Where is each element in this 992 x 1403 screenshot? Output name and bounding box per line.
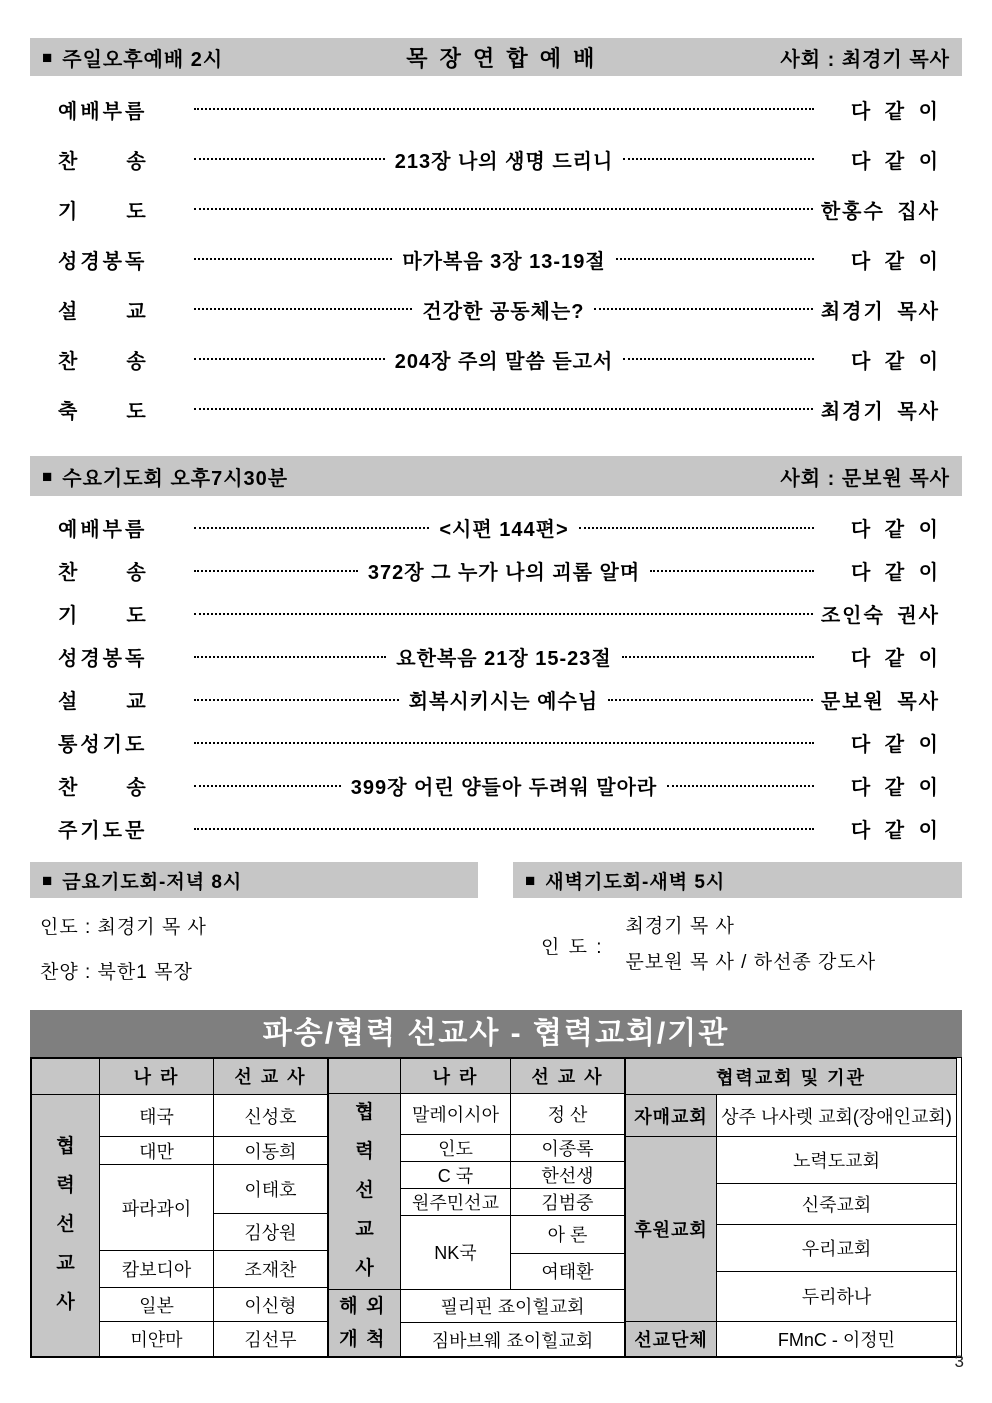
order-item-person: 다 같 이 <box>850 150 941 173</box>
missionary-cell: 한선생 <box>511 1162 625 1189</box>
dotted-leader <box>194 258 392 260</box>
missionary-cell: 신성호 <box>214 1094 328 1136</box>
missionary-cell: 조재찬 <box>214 1251 328 1288</box>
order-item-person: 다 같 이 <box>850 519 940 541</box>
order-item-person: 다 같 이 <box>850 777 940 799</box>
order-item-person: 다 같 이 <box>850 562 941 584</box>
order-of-worship-row <box>30 549 962 592</box>
order-item-label: 성경봉독 <box>58 250 148 273</box>
dotted-leader <box>608 699 813 701</box>
order-of-worship-row <box>30 635 962 678</box>
col-header-country: 나 라 <box>100 1059 214 1095</box>
order-item-content: 213장 나의 생명 드리니 <box>394 150 614 173</box>
order-of-worship-row <box>30 134 962 184</box>
missionary-cell: 이신형 <box>214 1288 328 1322</box>
dotted-leader <box>194 570 358 572</box>
section-bullet-icon: ■ <box>42 870 53 890</box>
col-header-country: 나 라 <box>401 1059 511 1094</box>
dawn-prayer-title: 새벽기도회-새벽 5시 <box>545 871 726 893</box>
group-label-cell: 해외 개척 <box>329 1289 401 1357</box>
order-item-person: 다 같 이 <box>850 250 940 273</box>
category-cell: 후원교회 <box>626 1137 717 1322</box>
dawn-prayer-block <box>513 862 962 984</box>
sunday-service-center-title: 목 장 연 합 예 배 <box>406 45 598 71</box>
partner-cell: 두리하나 <box>717 1271 957 1322</box>
country-cell: 원주민선교 <box>401 1189 511 1216</box>
category-cell: 자매교회 <box>626 1095 717 1137</box>
dotted-leader <box>194 108 814 110</box>
wednesday-service-header-bar <box>30 456 962 496</box>
order-item-label: 찬 송 <box>58 150 149 173</box>
friday-prayer-block <box>30 862 478 984</box>
friday-dawn-section <box>30 862 962 984</box>
order-item-label: 찬 송 <box>58 350 149 373</box>
missionary-cell: 정 산 <box>511 1094 625 1135</box>
col-header-missionary: 선 교 사 <box>511 1059 625 1094</box>
order-of-worship-row <box>30 592 962 635</box>
order-item-label: 예배부름 <box>58 100 148 123</box>
country-cell: 인도 <box>401 1135 511 1162</box>
planting-church-cell: 짐바브웨 죠이힐교회 <box>401 1322 625 1356</box>
section-bullet-icon: ■ <box>42 47 53 67</box>
dotted-leader <box>194 158 385 160</box>
mission-section <box>30 1010 962 1358</box>
dotted-leader <box>194 656 386 658</box>
country-cell: NK국 <box>401 1216 511 1290</box>
dotted-leader <box>594 308 812 310</box>
dawn-prayer-header-bar <box>513 862 962 898</box>
missionary-cell: 아 론 <box>511 1216 625 1254</box>
sunday-service-header-bar <box>30 38 962 76</box>
group-label-cell: 협력선교사 <box>329 1094 401 1290</box>
order-item-content: 건강한 공동체는? <box>422 300 585 323</box>
dawn-leader-line: 문보원 목 사 / 하선종 강도사 <box>625 952 877 973</box>
dotted-leader <box>622 656 814 658</box>
order-of-worship-row <box>30 334 962 384</box>
dotted-leader <box>667 785 814 787</box>
order-item-person: 최경기 목사 <box>820 300 940 323</box>
order-item-person: 조인숙 권사 <box>820 605 940 627</box>
country-cell: 파라과이 <box>100 1164 214 1250</box>
partner-cell: 신죽교회 <box>717 1183 957 1224</box>
order-item-content: 요한복음 21장 15-23절 <box>396 648 612 670</box>
friday-prayer-header-bar <box>30 862 478 898</box>
sunday-service-title: 주일오후예배 2시 <box>62 48 224 71</box>
dotted-leader <box>194 358 385 360</box>
order-item-content: 372장 그 누가 나의 괴롬 알며 <box>367 562 641 584</box>
mission-table-right <box>625 1058 957 1357</box>
category-cell: 선교단체 <box>626 1322 717 1357</box>
country-cell: C 국 <box>401 1162 511 1189</box>
order-item-label: 설 교 <box>58 300 149 323</box>
partner-cell: 우리교회 <box>717 1225 957 1271</box>
order-item-person: 최경기 목사 <box>820 400 940 423</box>
dotted-leader <box>650 570 814 572</box>
missionary-cell: 이종록 <box>511 1135 625 1162</box>
order-item-label: 통성기도 <box>58 734 148 756</box>
mission-table-title: 파송/협력 선교사 - 협력교회/기관 <box>30 1010 962 1057</box>
order-item-label: 주기도문 <box>58 820 148 842</box>
dawn-leader-line: 최경기 목 사 <box>625 916 735 937</box>
country-cell: 태국 <box>100 1094 214 1136</box>
order-item-person: 다 같 이 <box>850 350 941 373</box>
section-bullet-icon: ■ <box>42 466 53 486</box>
order-item-content: 399장 어린 양들아 두려워 말아라 <box>350 777 658 799</box>
dotted-leader <box>194 613 813 615</box>
wednesday-order-of-worship <box>30 496 962 850</box>
partner-cell: 상주 나사렛 교회(장애인교회) <box>717 1095 957 1137</box>
order-of-worship-row <box>30 678 962 721</box>
order-of-worship-row <box>30 807 962 850</box>
group-label-cell: 협력선교사 <box>32 1094 100 1356</box>
order-item-content: 회복시키시는 예수님 <box>408 691 599 713</box>
order-item-label: 찬 송 <box>58 562 149 584</box>
order-item-content: 204장 주의 말씀 듣고서 <box>394 350 614 373</box>
mission-table <box>30 1057 962 1358</box>
order-item-label: 축 도 <box>58 400 149 423</box>
dawn-leader-names <box>626 912 877 978</box>
order-item-person: 다 같 이 <box>850 734 940 756</box>
planting-church-cell: 필리핀 죠이힐교회 <box>401 1289 625 1322</box>
dotted-leader <box>194 699 399 701</box>
missionary-cell: 김상원 <box>214 1214 328 1251</box>
partner-cell: FMnC - 이정민 <box>717 1322 957 1357</box>
wednesday-service-moderator: 사회 : 문보원 목사 <box>780 467 950 490</box>
missionary-cell: 김선무 <box>214 1322 328 1357</box>
col-header-partner: 협력교회 및 기관 <box>626 1059 957 1095</box>
dotted-leader <box>194 828 814 830</box>
order-item-person: 문보원 목사 <box>820 691 941 713</box>
friday-prayer-title: 금요기도회-저녁 8시 <box>62 871 243 893</box>
country-cell: 일본 <box>100 1288 214 1322</box>
section-bullet-icon: ■ <box>525 870 536 890</box>
order-item-content: 마가복음 3장 13-19절 <box>402 250 606 273</box>
order-item-person: 다 같 이 <box>850 820 940 842</box>
dotted-leader <box>623 358 814 360</box>
dotted-leader <box>194 785 341 787</box>
corner-cell <box>32 1059 100 1095</box>
partner-cell: 노력도교회 <box>717 1137 957 1183</box>
dawn-leader-label: 인 도 : <box>541 936 604 958</box>
order-item-person: 다 같 이 <box>850 648 940 670</box>
country-cell: 미얀마 <box>100 1322 214 1357</box>
order-item-label: 성경봉독 <box>58 648 148 670</box>
dotted-leader <box>623 158 814 160</box>
dotted-leader <box>194 308 412 310</box>
country-cell: 캄보디아 <box>100 1251 214 1288</box>
order-of-worship-row <box>30 384 962 434</box>
country-cell: 대만 <box>100 1137 214 1165</box>
missionary-cell: 김범중 <box>511 1189 625 1216</box>
order-of-worship-row <box>30 284 962 334</box>
dotted-leader <box>194 408 813 410</box>
order-item-label: 설 교 <box>58 691 149 713</box>
order-item-person: 다 같 이 <box>850 100 940 123</box>
sunday-service-moderator: 사회 : 최경기 목사 <box>780 48 950 71</box>
dotted-leader <box>616 258 814 260</box>
corner-cell <box>329 1059 401 1094</box>
page-number: 3 <box>954 1352 964 1371</box>
dotted-leader <box>194 742 814 744</box>
dotted-leader <box>579 527 814 529</box>
order-of-worship-row <box>30 84 962 134</box>
sunday-order-of-worship <box>30 76 962 434</box>
order-item-person: 한홍수 집사 <box>820 200 940 223</box>
order-item-label: 예배부름 <box>58 519 148 541</box>
mission-table-left <box>31 1058 328 1357</box>
order-item-label: 기 도 <box>58 605 149 627</box>
wednesday-service-title: 수요기도회 오후7시30분 <box>62 467 289 490</box>
order-item-label: 기 도 <box>58 200 149 223</box>
order-of-worship-row <box>30 234 962 284</box>
dotted-leader <box>194 527 429 529</box>
missionary-cell: 이동희 <box>214 1137 328 1165</box>
friday-praise-line: 찬양 : 북한1 목장 <box>40 962 193 983</box>
friday-leader-line: 인도 : 최경기 목 사 <box>40 917 207 938</box>
missionary-cell: 이태호 <box>214 1164 328 1213</box>
missionary-cell: 여태환 <box>511 1253 625 1289</box>
order-of-worship-row <box>30 184 962 234</box>
dawn-leaders <box>513 912 962 978</box>
order-of-worship-row <box>30 764 962 807</box>
order-of-worship-row <box>30 721 962 764</box>
mission-table-middle <box>328 1058 625 1357</box>
col-header-missionary: 선 교 사 <box>214 1059 328 1095</box>
order-item-label: 찬 송 <box>58 777 149 799</box>
order-item-content: <시편 144편> <box>439 519 569 541</box>
order-of-worship-row <box>30 506 962 549</box>
dotted-leader <box>194 208 813 210</box>
country-cell: 말레이시아 <box>401 1094 511 1135</box>
